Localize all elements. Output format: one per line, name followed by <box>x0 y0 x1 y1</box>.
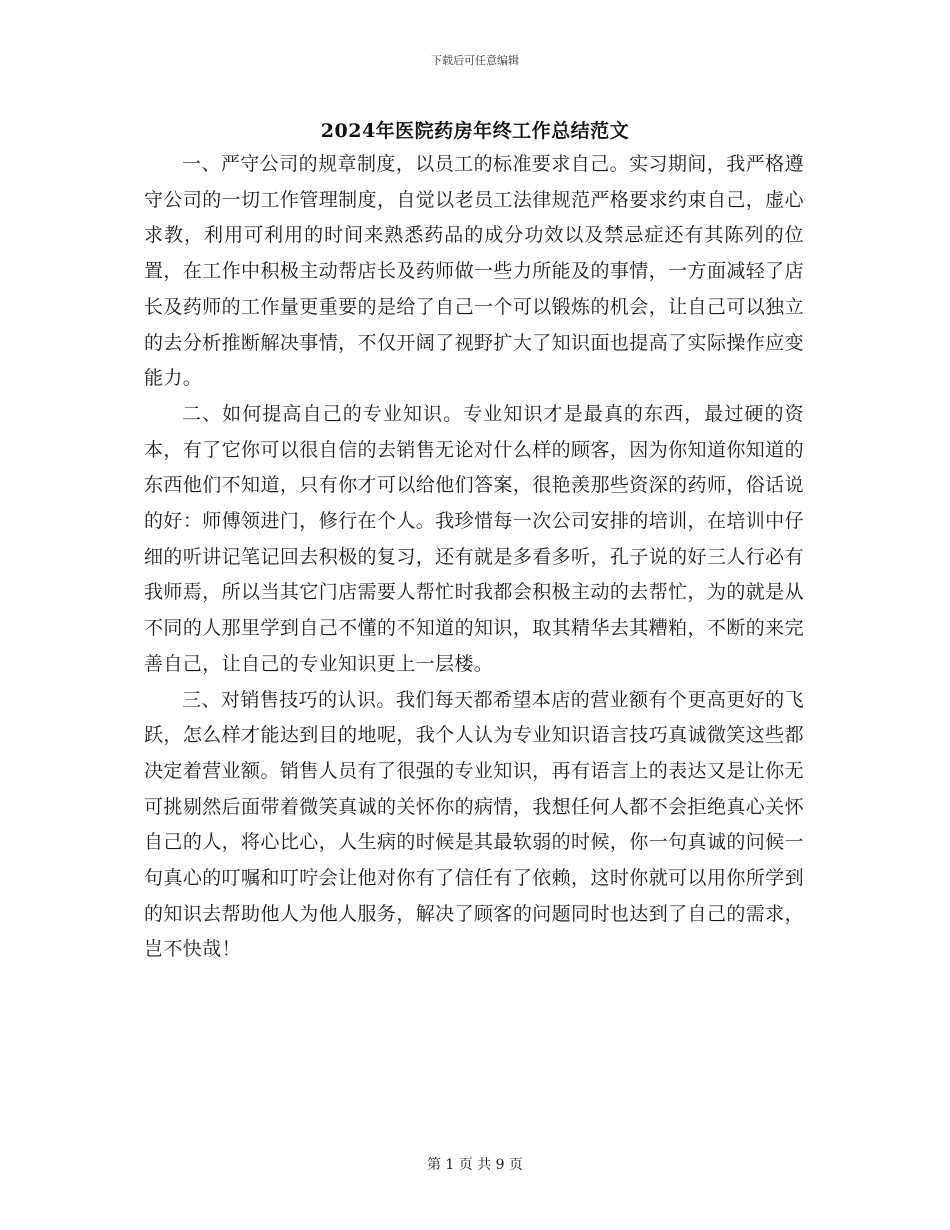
paragraph-1: 一、严守公司的规章制度，以员工的标准要求自己。实习期间，我严格遵守公司的一切工作管理制度，自觉以老员工法律规范严格要求约束自己，虚心求教，利用可利用的时间来熟悉药品的成分功效以及禁忌症还有其陈列的位置，在工作中积极主动帮店长及药师做一些力所能及的事情，一方面减轻了店长及药师的工作量更重要的是给了自己一个可以锻炼的机会，让自己可以独立的去分析推断解决事情，不仅开阔了视野扩大了知识面也提高了实际操作应变能力。 <box>144 153 804 390</box>
document-title: 2024年医院药房年终工作总结范文 <box>320 120 630 142</box>
document-body <box>144 147 804 968</box>
page-number-footer: 第 1 页 共 9 页 <box>426 1157 524 1173</box>
paragraph-2: 二、如何提高自己的专业知识。专业知识才是最真的东西，最过硬的资本，有了它你可以很自信的去销售无论对什么样的顾客，因为你知道你知道的东西他们不知道，只有你才可以给他们答案，很艳羡那些资深的药师，俗话说的好：师傅领进门，修行在个人。我珍惜每一次公司安排的培训，在培训中仔细的听讲记笔记回去积极的复习，还有就是多看多听，孔子说的好三人行必有我师焉，所以当其它门店需要人帮忙时我都会积极主动的去帮忙，为的就是从不同的人那里学到自己不懂的不知道的知识，取其精华去其糟粕，不断的来完善自己，让自己的专业知识更上一层楼。 <box>144 402 804 675</box>
page-header-note: 下载后可任意编辑 <box>431 54 519 67</box>
paragraph-3: 三、对销售技巧的认识。我们每天都希望本店的营业额有个更高更好的飞跃，怎么样才能达到目的地呢，我个人认为专业知识语言技巧真诚微笑这些都决定着营业额。销售人员有了很强的专业知识，再有语言上的表达又是让你无可挑剔然后面带着微笑真诚的关怀你的病情，我想任何人都不会拒绝真心关怀自己的人，将心比心，人生病的时候是其最软弱的时候，你一句真诚的问候一句真心的叮嘱和叮咛会让他对你有了信任有了依赖，这时你就可以用你所学到的知识去帮助他人为他人服务，解决了顾客的问题同时也达到了自己的需求，岂不快哉！ <box>144 688 804 961</box>
